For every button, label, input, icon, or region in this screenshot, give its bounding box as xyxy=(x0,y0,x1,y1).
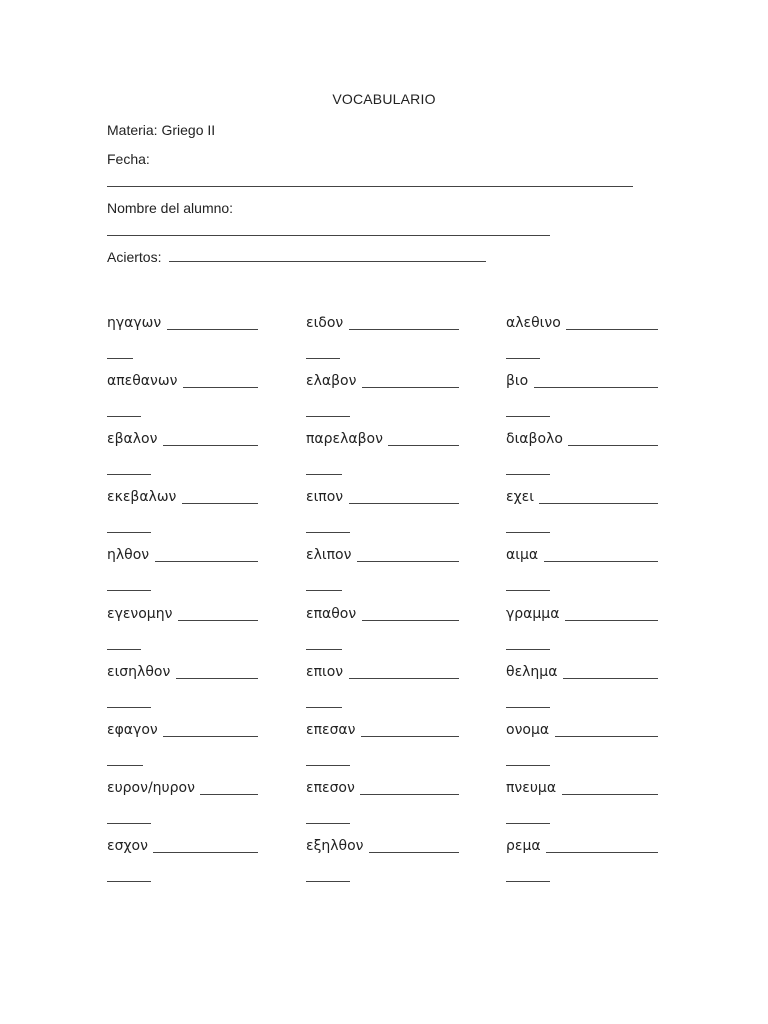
greek-word: βιο xyxy=(506,373,529,389)
vocabulary-row xyxy=(0,834,768,892)
greek-word: εβαλον xyxy=(107,431,158,447)
vocabulary-item xyxy=(506,834,676,892)
vocabulary-item xyxy=(506,311,676,369)
answer-line[interactable] xyxy=(349,678,459,679)
greek-word: διαβολο xyxy=(506,431,563,447)
greek-word: επεσαν xyxy=(306,722,356,738)
score-label: Aciertos: xyxy=(107,249,162,265)
answer-line-continued[interactable] xyxy=(107,358,133,359)
greek-word: εκεβαλων xyxy=(107,489,177,505)
vocabulary-item xyxy=(107,427,277,485)
vocabulary-item xyxy=(306,369,476,427)
vocabulary-item xyxy=(107,776,277,834)
answer-line[interactable] xyxy=(153,852,258,853)
vocabulary-item xyxy=(107,543,277,601)
vocabulary-row xyxy=(0,776,768,834)
answer-line-continued[interactable] xyxy=(306,416,350,417)
greek-word: απεθανων xyxy=(107,373,178,389)
answer-line[interactable] xyxy=(362,387,459,388)
greek-word: παρελαβον xyxy=(306,431,383,447)
answer-line[interactable] xyxy=(534,387,658,388)
vocabulary-row xyxy=(0,718,768,776)
answer-line[interactable] xyxy=(182,503,258,504)
vocabulary-item xyxy=(306,485,476,543)
answer-line[interactable] xyxy=(565,620,658,621)
answer-line-continued[interactable] xyxy=(506,532,550,533)
greek-word: ελιπον xyxy=(306,547,352,563)
subject-line: Materia: Griego II xyxy=(107,122,216,138)
vocabulary-item xyxy=(107,485,277,543)
greek-word: εφαγον xyxy=(107,722,158,738)
answer-line-continued[interactable] xyxy=(107,765,143,766)
vocabulary-item xyxy=(107,369,277,427)
greek-word: ελαβον xyxy=(306,373,357,389)
vocabulary-item xyxy=(306,776,476,834)
answer-line[interactable] xyxy=(200,794,258,795)
answer-line[interactable] xyxy=(155,561,258,562)
answer-line[interactable] xyxy=(360,794,459,795)
vocabulary-item xyxy=(506,543,676,601)
answer-line[interactable] xyxy=(361,736,459,737)
greek-word: εισηλθον xyxy=(107,664,171,680)
answer-line[interactable] xyxy=(362,620,459,621)
answer-line-continued[interactable] xyxy=(306,590,342,591)
vocabulary-item xyxy=(506,485,676,543)
answer-line-continued[interactable] xyxy=(506,590,550,591)
vocabulary-item xyxy=(107,311,277,369)
vocabulary-item xyxy=(506,602,676,660)
greek-word: επιον xyxy=(306,664,344,680)
answer-line[interactable] xyxy=(544,561,658,562)
answer-line[interactable] xyxy=(176,678,258,679)
answer-line-continued[interactable] xyxy=(306,649,342,650)
answer-line[interactable] xyxy=(163,736,258,737)
answer-line[interactable] xyxy=(555,736,658,737)
answer-line-continued[interactable] xyxy=(306,707,342,708)
vocabulary-row xyxy=(0,369,768,427)
answer-line-continued[interactable] xyxy=(107,823,151,824)
vocabulary-item xyxy=(306,311,476,369)
answer-line[interactable] xyxy=(566,329,658,330)
vocabulary-item xyxy=(107,602,277,660)
answer-line[interactable] xyxy=(563,678,658,679)
answer-line[interactable] xyxy=(167,329,258,330)
answer-line-continued[interactable] xyxy=(306,474,342,475)
greek-word: εξηλθον xyxy=(306,838,364,854)
vocabulary-row xyxy=(0,543,768,601)
answer-line[interactable] xyxy=(539,503,658,504)
greek-word: εγενομην xyxy=(107,606,173,622)
greek-word: εχει xyxy=(506,489,534,505)
answer-line-continued[interactable] xyxy=(107,881,151,882)
answer-line-continued[interactable] xyxy=(506,474,550,475)
worksheet-title: VOCABULARIO xyxy=(332,91,436,107)
answer-line-continued[interactable] xyxy=(306,881,350,882)
answer-line[interactable] xyxy=(349,503,459,504)
answer-line[interactable] xyxy=(357,561,459,562)
greek-word: ευρον/ηυρον xyxy=(107,780,195,796)
answer-line-continued[interactable] xyxy=(306,532,350,533)
answer-line-continued[interactable] xyxy=(506,823,550,824)
greek-word: επαθον xyxy=(306,606,357,622)
greek-word: εσχον xyxy=(107,838,148,854)
greek-word: ειδον xyxy=(306,315,344,331)
vocabulary-row xyxy=(0,427,768,485)
greek-word: ηγαγων xyxy=(107,315,162,331)
greek-word: αλεθινο xyxy=(506,315,561,331)
answer-line[interactable] xyxy=(163,445,258,446)
vocabulary-item xyxy=(306,834,476,892)
student-name-label: Nombre del alumno: xyxy=(107,200,234,216)
answer-line-continued[interactable] xyxy=(506,416,550,417)
vocabulary-item xyxy=(306,427,476,485)
answer-line-continued[interactable] xyxy=(506,358,540,359)
answer-line-continued[interactable] xyxy=(306,358,340,359)
answer-line[interactable] xyxy=(568,445,658,446)
vocabulary-item xyxy=(506,427,676,485)
vocabulary-item xyxy=(306,543,476,601)
greek-word: ειπον xyxy=(306,489,344,505)
answer-line[interactable] xyxy=(388,445,459,446)
answer-line-continued[interactable] xyxy=(107,532,151,533)
answer-line-continued[interactable] xyxy=(107,590,151,591)
greek-word: αιμα xyxy=(506,547,539,563)
vocabulary-item xyxy=(506,718,676,776)
vocabulary-item xyxy=(506,369,676,427)
vocabulary-item xyxy=(107,718,277,776)
greek-word: θελημα xyxy=(506,664,558,680)
greek-word: ηλθον xyxy=(107,547,150,563)
answer-line[interactable] xyxy=(183,387,258,388)
vocabulary-item xyxy=(107,834,277,892)
greek-word: ονομα xyxy=(506,722,550,738)
answer-line-continued[interactable] xyxy=(306,765,350,766)
answer-line-continued[interactable] xyxy=(107,707,151,708)
greek-word: επεσον xyxy=(306,780,355,796)
greek-word: γραμμα xyxy=(506,606,560,622)
date-label: Fecha: xyxy=(107,151,150,167)
answer-line[interactable] xyxy=(349,329,459,330)
answer-line[interactable] xyxy=(369,852,459,853)
vocabulary-item xyxy=(306,602,476,660)
vocabulary-item xyxy=(306,660,476,718)
vocabulary-row xyxy=(0,602,768,660)
vocabulary-row xyxy=(0,311,768,369)
answer-line[interactable] xyxy=(178,620,258,621)
vocabulary-item xyxy=(506,660,676,718)
greek-word: ρεμα xyxy=(506,838,541,854)
vocabulary-item xyxy=(107,660,277,718)
vocabulary-row xyxy=(0,660,768,718)
answer-line-continued[interactable] xyxy=(506,649,550,650)
answer-line-continued[interactable] xyxy=(306,823,350,824)
answer-line-continued[interactable] xyxy=(506,881,550,882)
vocabulary-item xyxy=(306,718,476,776)
answer-line-continued[interactable] xyxy=(506,765,550,766)
answer-line[interactable] xyxy=(562,794,658,795)
vocabulary-row xyxy=(0,485,768,543)
answer-line-continued[interactable] xyxy=(107,649,141,650)
vocabulary-item xyxy=(506,776,676,834)
answer-line[interactable] xyxy=(546,852,658,853)
answer-line-continued[interactable] xyxy=(107,474,151,475)
greek-word: πνευμα xyxy=(506,780,557,796)
answer-line-continued[interactable] xyxy=(506,707,550,708)
answer-line-continued[interactable] xyxy=(107,416,141,417)
